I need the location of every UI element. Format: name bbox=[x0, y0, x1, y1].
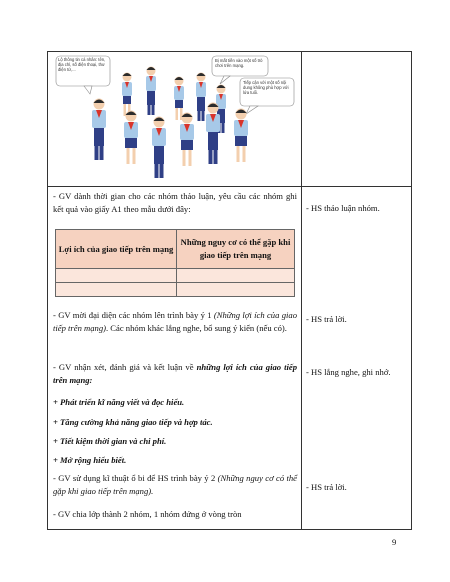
paragraph-discussion: - GV dành thời gian cho các nhóm thảo luận, yêu cầu các nhóm ghi kết quả vào giấy A1 theo mẫu dưới đây: bbox=[53, 191, 297, 214]
benefit-item-1: + Phát triển kĩ năng viết và đọc hiểu. bbox=[53, 397, 185, 407]
speech-bubble-left bbox=[56, 56, 110, 94]
worksheet-table bbox=[55, 229, 295, 297]
paragraph-present-1 bbox=[53, 309, 297, 335]
worksheet-cell bbox=[177, 283, 295, 297]
page-number: 9 bbox=[392, 537, 397, 547]
worksheet-header-risks: Những nguy cơ có thể gặp khi giao tiếp trên mạng bbox=[177, 230, 295, 269]
worksheet-cell bbox=[177, 269, 295, 283]
present-1-lead: - GV mời đại diện các nhóm lên trình bày ý 1 bbox=[53, 310, 214, 320]
students-illustration bbox=[54, 54, 296, 182]
benefit-item-2: + Tăng cường khả năng giao tiếp và hợp tác. bbox=[53, 417, 213, 427]
column-divider bbox=[301, 52, 302, 529]
student-activity-3: - HS lắng nghe, ghi nhớ. bbox=[306, 367, 391, 377]
worksheet-cell bbox=[56, 269, 177, 283]
student-activity-4: - HS trả lời. bbox=[306, 482, 347, 492]
speech-bubble-mid-right bbox=[240, 78, 294, 114]
conclusion-emphasis: những lợi ích của giao tiếp trên mạng: bbox=[53, 362, 297, 385]
benefit-item-3: + Tiết kiệm thời gian và chi phí. bbox=[53, 436, 167, 446]
conclusion-lead: - GV nhận xét, đánh giá và kết luận về bbox=[53, 362, 197, 372]
bubble-left-text: Lộ thông tin cá nhân: tên, địa chỉ, số điện thoại, thư điện tử,... bbox=[58, 57, 106, 72]
present-2-italic: (Những nguy cơ có thể gặp khi giao tiếp trên mạng). bbox=[53, 473, 297, 496]
student-figures bbox=[92, 67, 248, 179]
bubble-mid-right-text: Tiếp cận với một số nội dung không phù hợp với lứa tuổi. bbox=[243, 80, 289, 95]
paragraph-split-class: - GV chia lớp thành 2 nhóm, 1 nhóm đứng ở vòng tròn bbox=[53, 509, 242, 519]
worksheet-cell bbox=[56, 283, 177, 297]
present-1-rest: . Các nhóm khác lắng nghe, bổ sung ý kiến (nếu có). bbox=[106, 323, 287, 333]
student-activity-2: - HS trả lời. bbox=[306, 314, 347, 324]
present-1-italic: (Những lợi ích của giao tiếp trên mạng) bbox=[53, 310, 297, 333]
student-activity-1: - HS thảo luận nhóm. bbox=[306, 203, 380, 213]
lesson-table bbox=[47, 51, 412, 530]
paragraph-present-2 bbox=[53, 472, 297, 498]
paragraph-conclusion bbox=[53, 361, 297, 387]
row-divider bbox=[48, 186, 411, 187]
present-2-lead: - GV sử dụng kĩ thuật ổ bi để HS trình bày ý 2 bbox=[53, 473, 218, 483]
bubble-top-right-text: Bị mất tiền vào một số trò chơi trên mạng. bbox=[215, 58, 263, 68]
benefit-item-4: + Mở rộng hiểu biết. bbox=[53, 455, 127, 465]
worksheet-header-benefits: Lợi ích của giao tiếp trên mạng bbox=[56, 230, 177, 269]
